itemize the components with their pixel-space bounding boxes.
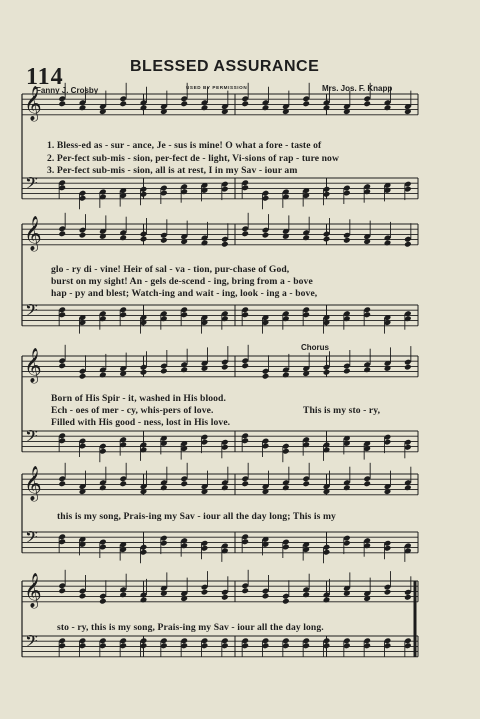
- note-head-icon: [180, 100, 188, 107]
- note-head-icon: [99, 598, 107, 605]
- note-head-icon: [201, 589, 209, 596]
- note-head-icon: [119, 100, 127, 107]
- note-head-icon: [302, 100, 310, 107]
- note-head-icon: [58, 230, 66, 237]
- note-head-icon: [221, 594, 229, 601]
- bass-clef-icon: 𝄢: [25, 173, 38, 197]
- treble-clef-icon: 𝄞: [24, 216, 42, 251]
- lyric-s4-chorus: this is my song, Prais-ing my Sav - iour all the day long; This is my: [57, 511, 336, 522]
- note-head-icon: [160, 368, 168, 375]
- lyric-s2-verse2: burst on my sight! An - gels de-scend - ing, bring from a - bove: [51, 276, 313, 287]
- note-head-icon: [343, 237, 351, 244]
- note-head-icon: [302, 480, 310, 487]
- lyric-s2-verse1: glo - ry di - vine! Heir of sal - va - tion, pur-chase of God,: [51, 264, 290, 275]
- lyric-s3-chorus: This is my sto - ry,: [303, 405, 381, 416]
- hymn-number: 114: [26, 64, 64, 90]
- bass-clef-icon: 𝄢: [25, 527, 38, 551]
- hymn-title: BLESSED ASSURANCE: [130, 58, 320, 75]
- note-head-icon: [180, 480, 188, 487]
- note-head-icon: [241, 480, 249, 487]
- note-head-icon: [58, 362, 66, 369]
- lyric-s5-chorus: sto - ry, this is my song, Prais-ing my Sav - iour all the day long.: [57, 622, 324, 633]
- note-head-icon: [58, 100, 66, 107]
- permission-note: USED BY PERMISSION: [186, 85, 248, 90]
- bass-clef-icon: 𝄢: [25, 426, 38, 450]
- note-head-icon: [58, 480, 66, 487]
- note-head-icon: [282, 598, 290, 605]
- lyric-s1-verse2: 2. Per-fect sub-mis - sion, per-fect de - light, Vi-sions of rap - ture now: [47, 153, 339, 164]
- note-head-icon: [221, 241, 229, 248]
- treble-clef-icon: 𝄞: [24, 86, 42, 121]
- note-head-icon: [404, 241, 412, 248]
- note-head-icon: [79, 232, 87, 239]
- lyricist-credit: Fanny J. Crosby: [36, 86, 99, 95]
- lyric-s3-verse1: Born of His Spir - it, washed in His blood.: [51, 393, 226, 404]
- note-head-icon: [119, 480, 127, 487]
- note-head-icon: [404, 594, 412, 601]
- note-head-icon: [160, 237, 168, 244]
- chorus-label: Chorus: [301, 343, 329, 352]
- treble-clef-icon: 𝄞: [24, 466, 42, 501]
- note-head-icon: [262, 593, 270, 600]
- bass-clef-icon: 𝄢: [25, 300, 38, 324]
- lyric-s3-verse3: Filled with His good - ness, lost in His love.: [51, 417, 231, 428]
- bass-clef-icon: 𝄢: [25, 631, 38, 655]
- note-head-icon: [262, 373, 270, 380]
- composer-credit: Mrs. Jos. F. Knapp: [322, 84, 393, 93]
- note-head-icon: [384, 589, 392, 596]
- treble-clef-icon: 𝄞: [24, 573, 42, 608]
- note-head-icon: [241, 230, 249, 237]
- note-head-icon: [79, 373, 87, 380]
- note-head-icon: [343, 368, 351, 375]
- lyric-s1-verse1: 1. Bless-ed as - sur - ance, Je - sus is mine! O what a fore - taste of: [47, 140, 322, 151]
- note-head-icon: [262, 232, 270, 239]
- note-head-icon: [363, 100, 371, 107]
- lyric-s3-verse2: Ech - oes of mer - cy, whis-pers of love.: [51, 405, 214, 416]
- lyric-s1-verse3: 3. Per-fect sub-mis - sion, all is at rest, I in my Sav - iour am: [47, 165, 298, 176]
- note-head-icon: [79, 593, 87, 600]
- note-head-icon: [241, 362, 249, 369]
- note-head-icon: [221, 364, 229, 371]
- note-head-icon: [363, 480, 371, 487]
- treble-clef-icon: 𝄞: [24, 348, 42, 383]
- lyric-s2-verse3: hap - py and blest; Watch-ing and wait - ing, look - ing a - bove,: [51, 288, 318, 299]
- note-head-icon: [241, 587, 249, 594]
- note-head-icon: [58, 587, 66, 594]
- note-head-icon: [241, 100, 249, 107]
- note-head-icon: [404, 364, 412, 371]
